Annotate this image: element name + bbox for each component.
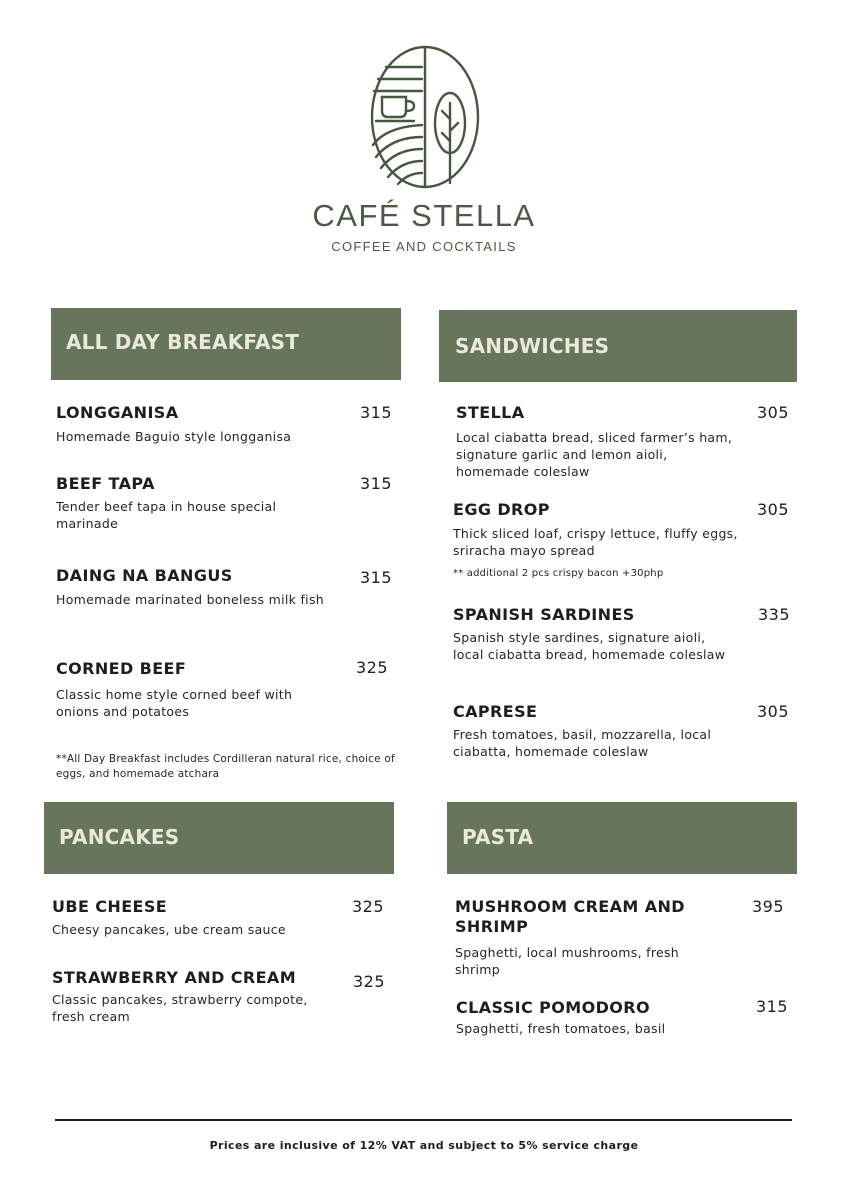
- item-price: 395: [752, 897, 785, 916]
- breakfast-note: **All Day Breakfast includes Cordilleran natural rice, choice of eggs, and homemade atchara: [56, 753, 395, 780]
- item-price: 305: [757, 500, 790, 519]
- item-description: Cheesy pancakes, ube cream sauce: [52, 922, 286, 937]
- footer-note: Prices are inclusive of 12% VAT and subject to 5% service charge: [209, 1139, 639, 1152]
- item-name: STELLA: [456, 403, 525, 422]
- item-name: CAPRESE: [453, 702, 538, 721]
- item-description: Spaghetti, local mushrooms, fresh shrimp: [455, 945, 680, 977]
- item-price: 335: [758, 605, 791, 624]
- item-price: 305: [757, 702, 790, 721]
- item-name: EGG DROP: [453, 500, 550, 519]
- item-description: Classic pancakes, strawberry compote, fresh cream: [52, 992, 308, 1024]
- item-name: BEEF TAPA: [56, 474, 155, 493]
- item-price: 315: [360, 568, 393, 587]
- coffee-cup-tree-logo-icon: [370, 45, 480, 190]
- item-name: MUSHROOM CREAM AND SHRIMP: [455, 897, 685, 936]
- item-note: ** additional 2 pcs crispy bacon +30php: [453, 568, 664, 579]
- item-name: CLASSIC POMODORO: [456, 998, 650, 1017]
- item-description: Fresh tomatoes, basil, mozzarella, local ciabatta, homemade coleslaw: [453, 727, 712, 759]
- section-title: ALL DAY BREAKFAST: [66, 330, 300, 354]
- item-description: Local ciabatta bread, sliced farmer’s ham, signature garlic and lemon aioli, homemade coleslaw: [456, 430, 733, 479]
- item-name: CORNED BEEF: [56, 659, 187, 678]
- item-name: STRAWBERRY AND CREAM: [52, 968, 297, 987]
- section-header-pancakes: [44, 802, 394, 874]
- item-description: Tender beef tapa in house special marinade: [56, 499, 277, 531]
- cafe-tagline: COFFEE AND COCKTAILS: [331, 239, 517, 254]
- item-price: 325: [356, 658, 389, 677]
- section-header-pasta: [447, 802, 797, 874]
- item-price: 315: [756, 997, 789, 1016]
- cafe-name: CAFÉ STELLA: [312, 198, 536, 233]
- footer-divider: [55, 1119, 792, 1121]
- section-title: PASTA: [462, 825, 534, 849]
- item-description: Spaghetti, fresh tomatoes, basil: [456, 1021, 666, 1036]
- item-description: Thick sliced loaf, crispy lettuce, fluffy eggs, sriracha mayo spread: [453, 526, 738, 558]
- item-price: 305: [757, 403, 790, 422]
- item-price: 325: [353, 972, 386, 991]
- item-name: UBE CHEESE: [52, 897, 168, 916]
- item-description: Spanish style sardines, signature aioli, local ciabatta bread, homemade coleslaw: [453, 630, 726, 662]
- section-header-breakfast: [51, 308, 401, 380]
- item-name: DAING NA BANGUS: [56, 566, 233, 585]
- item-name: SPANISH SARDINES: [453, 605, 635, 624]
- section-title: SANDWICHES: [455, 334, 610, 358]
- item-price: 315: [360, 474, 393, 493]
- section-header-sandwiches: [439, 310, 797, 382]
- item-description: Homemade Baguio style longganisa: [56, 429, 292, 444]
- item-name: LONGGANISA: [56, 403, 179, 422]
- item-price: 325: [352, 897, 385, 916]
- section-title: PANCAKES: [59, 825, 180, 849]
- item-description: Classic home style corned beef with onions and potatoes: [56, 687, 293, 719]
- item-description: Homemade marinated boneless milk fish: [56, 592, 324, 607]
- item-price: 315: [360, 403, 393, 422]
